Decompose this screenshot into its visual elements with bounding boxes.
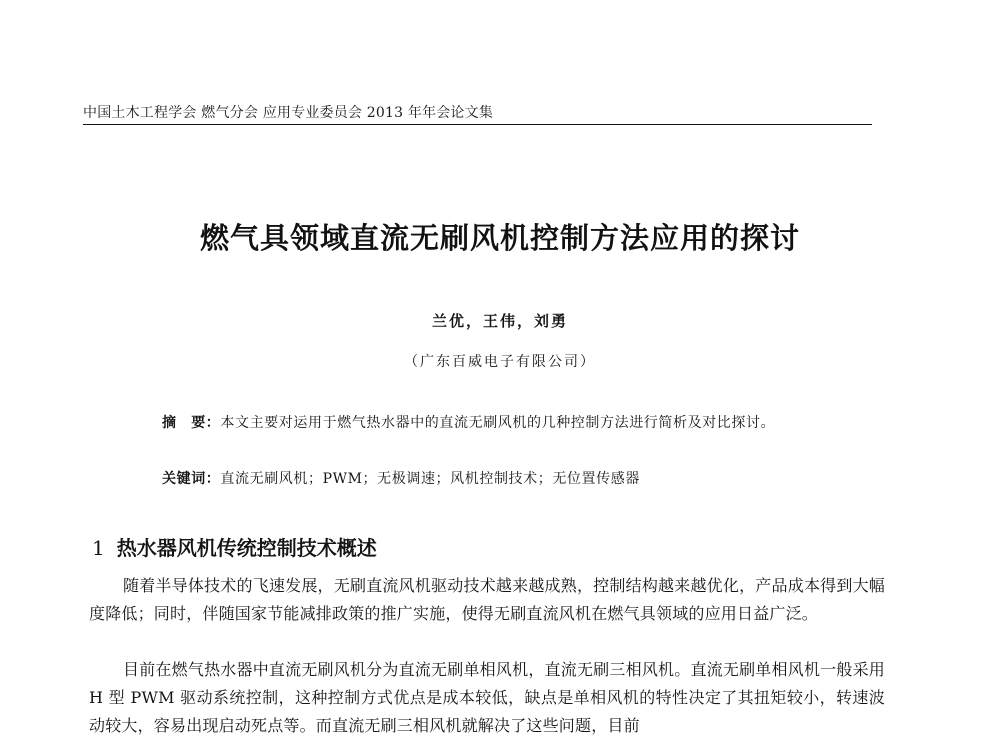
- running-header: 中国土木工程学会 燃气分会 应用专业委员会 2013 年年会论文集: [83, 105, 494, 121]
- section-heading: [92, 532, 377, 561]
- keywords-text: 直流无刷风机；PWM；无极调速；风机控制技术；无位置传感器: [220, 471, 640, 487]
- abstract-text: 本文主要对运用于燃气热水器中的直流无刷风机的几种控制方法进行简析及对比探讨。: [220, 415, 776, 431]
- affiliation: （广东百威电子有限公司）: [404, 354, 596, 370]
- abstract-label: 摘 要：: [162, 415, 221, 431]
- author-list: 兰优，王伟，刘勇: [431, 312, 568, 330]
- body-paragraph: 随着半导体技术的飞速发展，无刷直流风机驱动技术越来越成熟，控制结构越来越优化，产品成本得到大幅度降低；同时，伴随国家节能减排政策的推广实施，使得无刷直流风机在燃气具领域的应用日益广泛。: [89, 576, 885, 623]
- paper-title: 燃气具领域直流无刷风机控制方法应用的探讨: [199, 221, 800, 255]
- keywords-label: 关键词：: [162, 471, 221, 487]
- header-rule: [83, 124, 872, 125]
- keywords: [162, 465, 640, 493]
- abstract: [124, 409, 836, 437]
- section-title: 热水器风机传统控制技术概述: [116, 536, 377, 560]
- section-number: 1: [92, 536, 105, 560]
- body-paragraph: 目前在燃气热水器中直流无刷风机分为直流无刷单相风机，直流无刷三相风机。直流无刷单相风机一般采用 H 型 PWM 驱动系统控制，这种控制方式优点是成本较低，缺点是单相风机的特性决定了其扭矩较小，转速波动较大，容易出现启动死点等。而直流无刷三相风机就解决了这些问题，目前: [89, 660, 885, 735]
